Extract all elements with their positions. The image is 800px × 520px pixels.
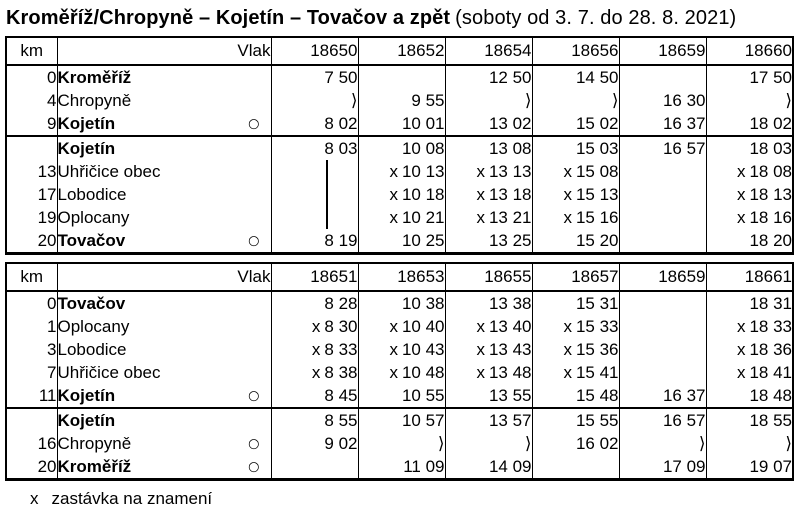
request-stop-mark: x xyxy=(736,316,746,336)
request-stop-mark: x xyxy=(736,207,746,227)
train-number: 18654 xyxy=(445,37,532,65)
empty-cell xyxy=(619,65,706,89)
time-cell: 18 20 xyxy=(706,229,793,254)
station-row xyxy=(6,408,793,432)
time-cell: 16 57 xyxy=(619,408,706,432)
empty-cell xyxy=(271,455,358,480)
station-cell xyxy=(57,338,271,361)
station-cell xyxy=(57,136,271,160)
station-cell xyxy=(57,455,271,480)
station-cell xyxy=(57,229,271,254)
station-cell xyxy=(57,432,271,455)
request-stop-mark: x xyxy=(736,339,746,359)
station-name: Uhřičice obec xyxy=(57,362,161,382)
route-skip-cell xyxy=(706,432,793,455)
request-stop-mark: x xyxy=(389,161,398,181)
time-cell: x 10 18 xyxy=(358,183,445,206)
time-cell: 17 50 xyxy=(706,65,793,89)
station-row xyxy=(6,432,793,455)
station-cell xyxy=(57,291,271,315)
route-skip-cell xyxy=(271,89,358,112)
station-name: Chropyně xyxy=(57,90,132,110)
time-cell: 13 08 xyxy=(445,136,532,160)
station-cell xyxy=(57,384,271,408)
time-cell: x 13 43 xyxy=(445,338,532,361)
request-stop-mark: x xyxy=(476,207,485,227)
km-cell: 20 xyxy=(6,455,57,480)
station-row xyxy=(6,338,793,361)
time-cell: 14 09 xyxy=(445,455,532,480)
km-cell: 7 xyxy=(6,361,57,384)
request-stop-mark: x xyxy=(563,184,572,204)
station-row xyxy=(6,206,793,229)
station-name: Kroměříž xyxy=(57,67,132,87)
time-cell: x 18 33 xyxy=(706,315,793,338)
time-cell: x 10 21 xyxy=(358,206,445,229)
timetable-body xyxy=(6,65,793,254)
time-cell: 15 48 xyxy=(532,384,619,408)
time-cell: 13 57 xyxy=(445,408,532,432)
km-cell: 0 xyxy=(6,291,57,315)
station-cell xyxy=(57,160,271,183)
time-cell: x 8 30 xyxy=(271,315,358,338)
station-row xyxy=(6,315,793,338)
station-row xyxy=(6,136,793,160)
time-cell: 15 02 xyxy=(532,112,619,136)
station-circle-icon: ○ xyxy=(248,459,260,474)
km-cell: 11 xyxy=(6,384,57,408)
time-cell: x 18 13 xyxy=(706,183,793,206)
station-row xyxy=(6,384,793,408)
time-cell: 8 02 xyxy=(271,112,358,136)
time-cell: 18 31 xyxy=(706,291,793,315)
pass-through-cell xyxy=(271,183,358,206)
station-cell xyxy=(57,315,271,338)
empty-cell xyxy=(532,455,619,480)
km-cell: 17 xyxy=(6,183,57,206)
time-cell: 16 02 xyxy=(532,432,619,455)
empty-cell xyxy=(619,160,706,183)
train-number: 18661 xyxy=(706,263,793,291)
route-skip-icon: ⟩ xyxy=(611,90,619,111)
pass-through-line xyxy=(326,183,328,206)
station-name: Kojetín xyxy=(57,138,116,158)
title-validity: (soboty od 3. 7. do 28. 8. 2021) xyxy=(455,7,737,29)
time-cell: 18 55 xyxy=(706,408,793,432)
route-skip-icon: ⟩ xyxy=(524,90,532,111)
km-cell: 1 xyxy=(6,315,57,338)
vlak-header: Vlak xyxy=(57,263,271,291)
request-stop-mark: x xyxy=(736,184,746,204)
time-cell: x 10 13 xyxy=(358,160,445,183)
request-stop-mark: x xyxy=(736,161,746,181)
empty-cell xyxy=(619,338,706,361)
station-name: Kojetín xyxy=(57,385,116,405)
km-cell: 16 xyxy=(6,432,57,455)
train-number: 18660 xyxy=(706,37,793,65)
request-stop-mark: x xyxy=(476,316,485,336)
time-cell: 10 08 xyxy=(358,136,445,160)
time-cell: x 10 48 xyxy=(358,361,445,384)
empty-cell xyxy=(619,183,706,206)
pass-through-cell xyxy=(271,206,358,229)
request-stop-mark: x xyxy=(389,316,398,336)
route-skip-icon: ⟩ xyxy=(437,433,445,454)
train-number: 18659 xyxy=(619,37,706,65)
station-row xyxy=(6,229,793,254)
station-name: Lobodice xyxy=(57,339,127,359)
station-name: Chropyně xyxy=(57,433,132,453)
time-cell: x 15 41 xyxy=(532,361,619,384)
request-stop-mark: x xyxy=(389,207,398,227)
time-cell: x 13 18 xyxy=(445,183,532,206)
request-stop-mark: x xyxy=(736,362,746,382)
station-cell xyxy=(57,361,271,384)
time-cell: 13 55 xyxy=(445,384,532,408)
time-cell: 18 03 xyxy=(706,136,793,160)
route-skip-icon: ⟩ xyxy=(785,90,792,111)
station-row xyxy=(6,65,793,89)
request-stop-mark: x xyxy=(563,207,572,227)
footnote-text: zastávka na znamení xyxy=(51,489,213,508)
train-number: 18655 xyxy=(445,263,532,291)
station-row xyxy=(6,455,793,480)
time-cell: 8 03 xyxy=(271,136,358,160)
time-cell: x 8 38 xyxy=(271,361,358,384)
time-cell: 14 50 xyxy=(532,65,619,89)
time-cell: 16 30 xyxy=(619,89,706,112)
title-route: Kroměříž/Chropyně – Kojetín – Tovačov a zpět xyxy=(6,7,451,29)
station-row xyxy=(6,112,793,136)
km-cell: 13 xyxy=(6,160,57,183)
route-skip-icon: ⟩ xyxy=(350,90,358,111)
request-stop-mark: x xyxy=(311,339,321,359)
request-stop-mark: x xyxy=(563,362,572,382)
km-header: km xyxy=(6,263,57,291)
time-cell: x 15 08 xyxy=(532,160,619,183)
time-cell: x 13 48 xyxy=(445,361,532,384)
timetable-header xyxy=(6,263,793,291)
station-cell xyxy=(57,408,271,432)
time-cell: 15 20 xyxy=(532,229,619,254)
station-name: Tovačov xyxy=(57,293,126,313)
time-cell: x 15 33 xyxy=(532,315,619,338)
time-cell: 13 02 xyxy=(445,112,532,136)
station-row xyxy=(6,291,793,315)
time-cell: 16 37 xyxy=(619,384,706,408)
station-cell xyxy=(57,112,271,136)
km-cell: 9 xyxy=(6,112,57,136)
time-cell: x 10 40 xyxy=(358,315,445,338)
station-name: Oplocany xyxy=(57,316,130,336)
km-cell: 3 xyxy=(6,338,57,361)
time-cell: 15 03 xyxy=(532,136,619,160)
time-cell: 16 57 xyxy=(619,136,706,160)
header-row xyxy=(6,37,793,65)
km-cell: 20 xyxy=(6,229,57,254)
request-stop-mark: x xyxy=(311,316,321,336)
route-skip-cell xyxy=(532,89,619,112)
station-row xyxy=(6,361,793,384)
time-cell: 18 02 xyxy=(706,112,793,136)
request-stop-mark: x xyxy=(389,339,398,359)
time-cell: 10 25 xyxy=(358,229,445,254)
timetable-header xyxy=(6,37,793,65)
time-cell: 10 55 xyxy=(358,384,445,408)
time-cell: 11 09 xyxy=(358,455,445,480)
route-skip-cell xyxy=(445,432,532,455)
train-number: 18659 xyxy=(619,263,706,291)
time-cell: 10 38 xyxy=(358,291,445,315)
station-name: Tovačov xyxy=(57,230,126,250)
footnote-request-stop-symbol: x xyxy=(30,489,39,508)
time-cell: x 13 21 xyxy=(445,206,532,229)
time-cell: x 13 40 xyxy=(445,315,532,338)
time-cell: 12 50 xyxy=(445,65,532,89)
pass-through-line xyxy=(326,206,328,229)
route-skip-cell xyxy=(619,432,706,455)
time-cell: 8 19 xyxy=(271,229,358,254)
station-row xyxy=(6,183,793,206)
empty-cell xyxy=(619,361,706,384)
empty-cell xyxy=(619,315,706,338)
train-number: 18653 xyxy=(358,263,445,291)
time-cell: x 8 33 xyxy=(271,338,358,361)
station-circle-icon: ○ xyxy=(248,436,260,451)
route-skip-icon: ⟩ xyxy=(698,433,706,454)
km-header: km xyxy=(6,37,57,65)
km-cell: 0 xyxy=(6,65,57,89)
footnote xyxy=(30,489,800,509)
station-name: Kojetín xyxy=(57,410,116,430)
km-cell: 19 xyxy=(6,206,57,229)
station-circle-icon: ○ xyxy=(248,233,260,248)
time-cell: 8 45 xyxy=(271,384,358,408)
request-stop-mark: x xyxy=(563,161,572,181)
station-cell xyxy=(57,206,271,229)
km-cell xyxy=(6,136,57,160)
time-cell: 7 50 xyxy=(271,65,358,89)
station-cell xyxy=(57,183,271,206)
time-cell: 13 25 xyxy=(445,229,532,254)
time-cell: x 15 16 xyxy=(532,206,619,229)
header-row xyxy=(6,263,793,291)
timetable-body xyxy=(6,291,793,480)
time-cell: 13 38 xyxy=(445,291,532,315)
time-cell: 17 09 xyxy=(619,455,706,480)
station-name: Kroměříž xyxy=(57,456,132,476)
station-cell xyxy=(57,65,271,89)
train-number: 18650 xyxy=(271,37,358,65)
time-cell: 9 02 xyxy=(271,432,358,455)
request-stop-mark: x xyxy=(389,362,398,382)
timetable-return xyxy=(5,262,794,481)
pass-through-line xyxy=(326,160,328,183)
route-skip-icon: ⟩ xyxy=(785,433,792,454)
time-cell: x 18 16 xyxy=(706,206,793,229)
time-cell: 10 57 xyxy=(358,408,445,432)
request-stop-mark: x xyxy=(563,316,572,336)
request-stop-mark: x xyxy=(563,339,572,359)
station-name: Uhřičice obec xyxy=(57,161,161,181)
request-stop-mark: x xyxy=(476,184,485,204)
time-cell: 18 48 xyxy=(706,384,793,408)
request-stop-mark: x xyxy=(311,362,321,382)
station-row xyxy=(6,160,793,183)
train-number: 18657 xyxy=(532,263,619,291)
time-cell: x 15 13 xyxy=(532,183,619,206)
train-number: 18652 xyxy=(358,37,445,65)
empty-cell xyxy=(358,65,445,89)
time-cell: 8 55 xyxy=(271,408,358,432)
request-stop-mark: x xyxy=(476,362,485,382)
request-stop-mark: x xyxy=(476,161,485,181)
time-cell: 8 28 xyxy=(271,291,358,315)
route-skip-icon: ⟩ xyxy=(524,433,532,454)
route-skip-cell xyxy=(706,89,793,112)
train-number: 18651 xyxy=(271,263,358,291)
time-cell: 15 31 xyxy=(532,291,619,315)
route-skip-cell xyxy=(358,432,445,455)
km-cell: 4 xyxy=(6,89,57,112)
timetable-outbound xyxy=(5,36,794,255)
time-cell: 15 55 xyxy=(532,408,619,432)
time-cell: x 18 41 xyxy=(706,361,793,384)
station-row xyxy=(6,89,793,112)
request-stop-mark: x xyxy=(389,184,398,204)
time-cell: 9 55 xyxy=(358,89,445,112)
km-cell xyxy=(6,408,57,432)
time-cell: 19 07 xyxy=(706,455,793,480)
time-cell: x 18 36 xyxy=(706,338,793,361)
route-skip-cell xyxy=(445,89,532,112)
request-stop-mark: x xyxy=(476,339,485,359)
station-name: Lobodice xyxy=(57,184,127,204)
page-title xyxy=(0,0,800,36)
station-name: Kojetín xyxy=(57,113,116,133)
station-name: Oplocany xyxy=(57,207,130,227)
time-cell: x 18 08 xyxy=(706,160,793,183)
pass-through-cell xyxy=(271,160,358,183)
time-cell: 16 37 xyxy=(619,112,706,136)
station-cell xyxy=(57,89,271,112)
time-cell: 10 01 xyxy=(358,112,445,136)
time-cell: x 13 13 xyxy=(445,160,532,183)
time-cell: x 15 36 xyxy=(532,338,619,361)
station-circle-icon: ○ xyxy=(248,388,260,403)
empty-cell xyxy=(619,229,706,254)
empty-cell xyxy=(619,206,706,229)
time-cell: x 10 43 xyxy=(358,338,445,361)
vlak-header: Vlak xyxy=(57,37,271,65)
empty-cell xyxy=(619,291,706,315)
train-number: 18656 xyxy=(532,37,619,65)
station-circle-icon: ○ xyxy=(248,116,260,131)
